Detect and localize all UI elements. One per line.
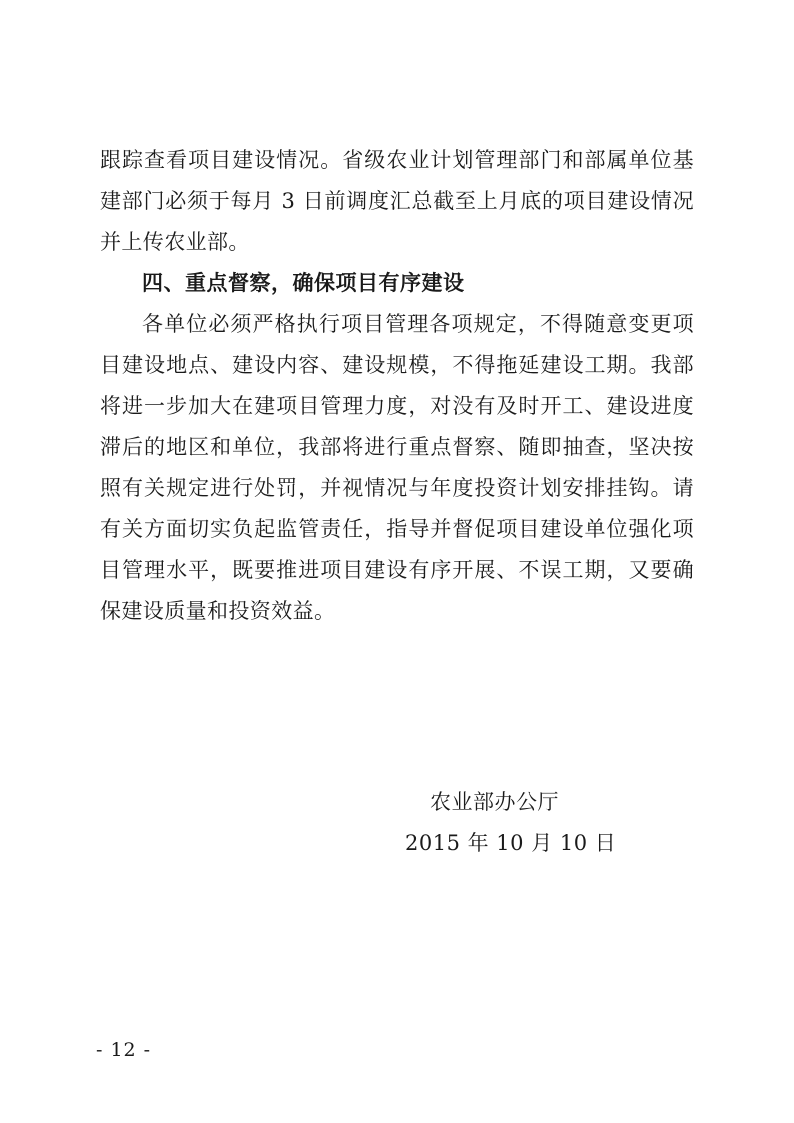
page-number: - 12 -: [96, 1039, 152, 1061]
vertical-spacer: [100, 632, 694, 782]
signature-organization: 农业部办公厅: [430, 790, 559, 814]
section-heading: 四、重点督察，确保项目有序建设: [142, 271, 465, 295]
paragraph-continued: 跟踪查看项目建设情况。省级农业计划管理部门和部属单位基建部门必须于每月 3 日前调度汇总截至上月底的项目建设情况并上传农业部。: [100, 148, 694, 254]
section-paragraph: 各单位必须严格执行项目管理各项规定，不得随意变更项目建设地点、建设内容、建设规模，不得拖延建设工期。我部将进一步加大在建项目管理力度，对没有及时开工、建设进度滞后的地区和单位，我部将进行重点督察、随即抽查，坚决按照有关规定进行处罚，并视情况与年度投资计划安排挂钩。请有关方面切实负起监管责任，指导并督促项目建设单位强化项目管理水平，既要推进项目建设有序开展、不误工期，又要确保建设质量和投资效益。: [100, 312, 694, 623]
signature-date: 2015 年 10 月 10 日: [405, 831, 617, 855]
